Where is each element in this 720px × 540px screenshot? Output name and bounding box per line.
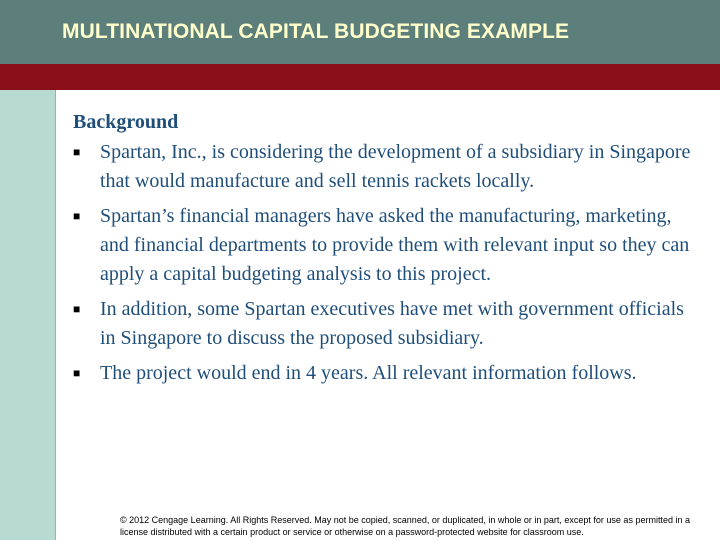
slide-title: MULTINATIONAL CAPITAL BUDGETING EXAMPLE: [62, 20, 570, 43]
bullet-item: [73, 202, 693, 289]
section-heading: Background: [73, 111, 179, 133]
square-bullet-icon: ■: [73, 302, 81, 316]
square-bullet-icon: ■: [73, 209, 81, 223]
bullet-item: [73, 295, 693, 353]
title-bar: [0, 0, 720, 64]
square-bullet-icon: ■: [73, 145, 81, 159]
sidebar-edge-divider: [55, 90, 56, 540]
copyright-footer: © 2012 Cengage Learning. All Rights Reserved. May not be copied, scanned, or duplicated, in whole or in part, except for use as permitted in a license distributed with a certain product or service or otherwise on a password-protected website for classroom use.: [120, 515, 690, 537]
bullet-text: Spartan’s financial managers have asked the manufacturing, marketing, and financial departments to provide them with relevant input so they can apply a capital budgeting analysis to this project.: [100, 205, 690, 285]
accent-band: [0, 64, 720, 90]
bullet-item: [73, 138, 693, 196]
bullet-item: [73, 359, 693, 388]
left-sidebar-decoration: [0, 90, 55, 540]
slide-body: [73, 108, 693, 394]
square-bullet-icon: ■: [73, 366, 81, 380]
bullet-list: [73, 138, 693, 388]
bullet-text: The project would end in 4 years. All relevant information follows.: [100, 362, 637, 384]
bullet-text: Spartan, Inc., is considering the development of a subsidiary in Singapore that would manufacture and sell tennis rackets locally.: [100, 141, 691, 192]
bullet-text: In addition, some Spartan executives have met with government officials in Singapore to discuss the proposed subsidiary.: [100, 298, 684, 349]
